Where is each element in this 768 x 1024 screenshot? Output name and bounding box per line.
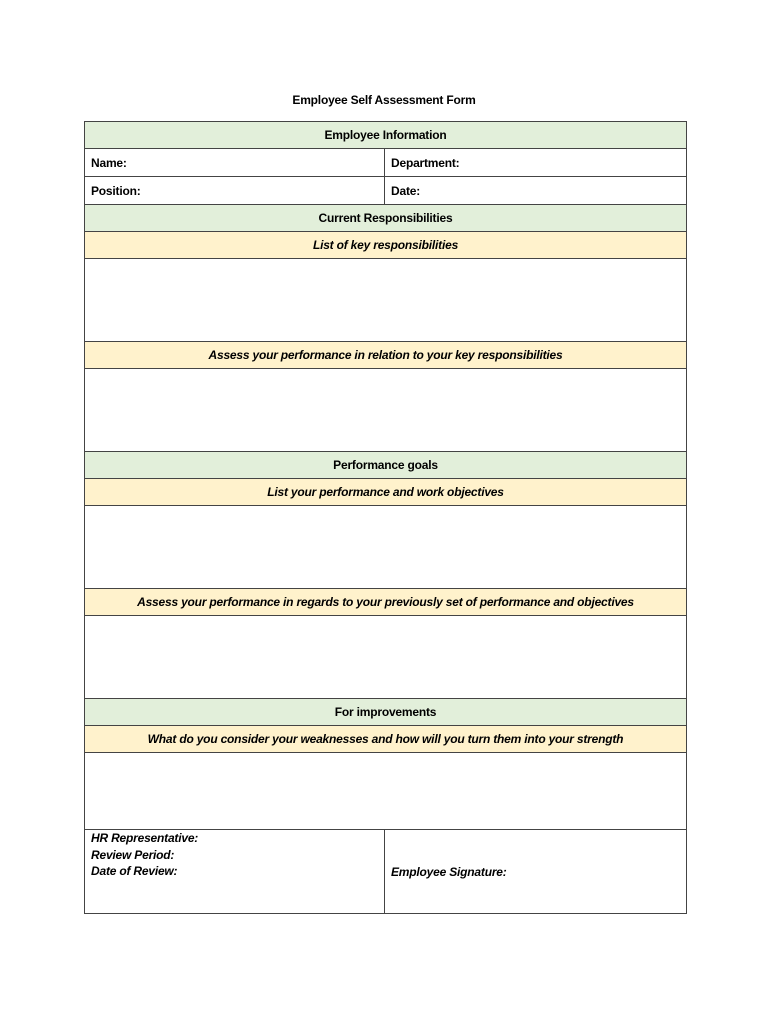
weaknesses-prompt: What do you consider your weaknesses and how will you turn them into your strength [85, 726, 687, 753]
prompt-row [85, 726, 687, 753]
section-header-row [85, 205, 687, 232]
date-field[interactable] [385, 177, 687, 205]
name-label: Name: [91, 155, 127, 170]
name-department-row [85, 149, 687, 177]
position-label: Position: [91, 183, 141, 198]
work-objectives-answer-box[interactable] [85, 506, 687, 589]
position-date-row [85, 177, 687, 205]
assess-responsibilities-prompt: Assess your performance in relation to your key responsibilities [85, 342, 687, 369]
section-header-row [85, 452, 687, 479]
current-responsibilities-heading: Current Responsibilities [85, 205, 687, 232]
employee-signature-cell[interactable] [385, 830, 687, 914]
section-header-row [85, 699, 687, 726]
answer-row [85, 369, 687, 452]
prompt-row [85, 479, 687, 506]
date-of-review-label: Date of Review: [91, 864, 178, 878]
position-field[interactable] [85, 177, 385, 205]
review-period-label: Review Period: [91, 847, 175, 862]
prompt-row [85, 232, 687, 259]
date-label: Date: [391, 183, 421, 198]
assess-objectives-prompt: Assess your performance in regards to your previously set of performance and objectives [85, 589, 687, 616]
department-field[interactable] [385, 149, 687, 177]
performance-goals-heading: Performance goals [85, 452, 687, 479]
hr-representative-label: HR Representative: [91, 831, 199, 845]
prompt-row [85, 589, 687, 616]
key-responsibilities-answer-box[interactable] [85, 259, 687, 342]
assess-responsibilities-answer-box[interactable] [85, 369, 687, 452]
page-title: Employee Self Assessment Form [292, 93, 476, 107]
assess-objectives-answer-box[interactable] [85, 616, 687, 699]
answer-row [85, 259, 687, 342]
name-field[interactable] [85, 149, 385, 177]
prompt-row [85, 342, 687, 369]
weaknesses-answer-box[interactable] [85, 753, 687, 830]
answer-row [85, 506, 687, 589]
hr-review-cell[interactable] [85, 830, 385, 914]
department-label: Department: [391, 155, 460, 170]
key-responsibilities-prompt: List of key responsibilities [85, 232, 687, 259]
improvements-heading: For improvements [85, 699, 687, 726]
work-objectives-prompt: List your performance and work objectives [85, 479, 687, 506]
answer-row [85, 753, 687, 830]
answer-row [85, 616, 687, 699]
employee-signature-label: Employee Signature: [391, 864, 507, 879]
employee-information-heading: Employee Information [85, 122, 687, 149]
assessment-form-table [84, 121, 687, 914]
section-header-row [85, 122, 687, 149]
signoff-row [85, 830, 687, 914]
